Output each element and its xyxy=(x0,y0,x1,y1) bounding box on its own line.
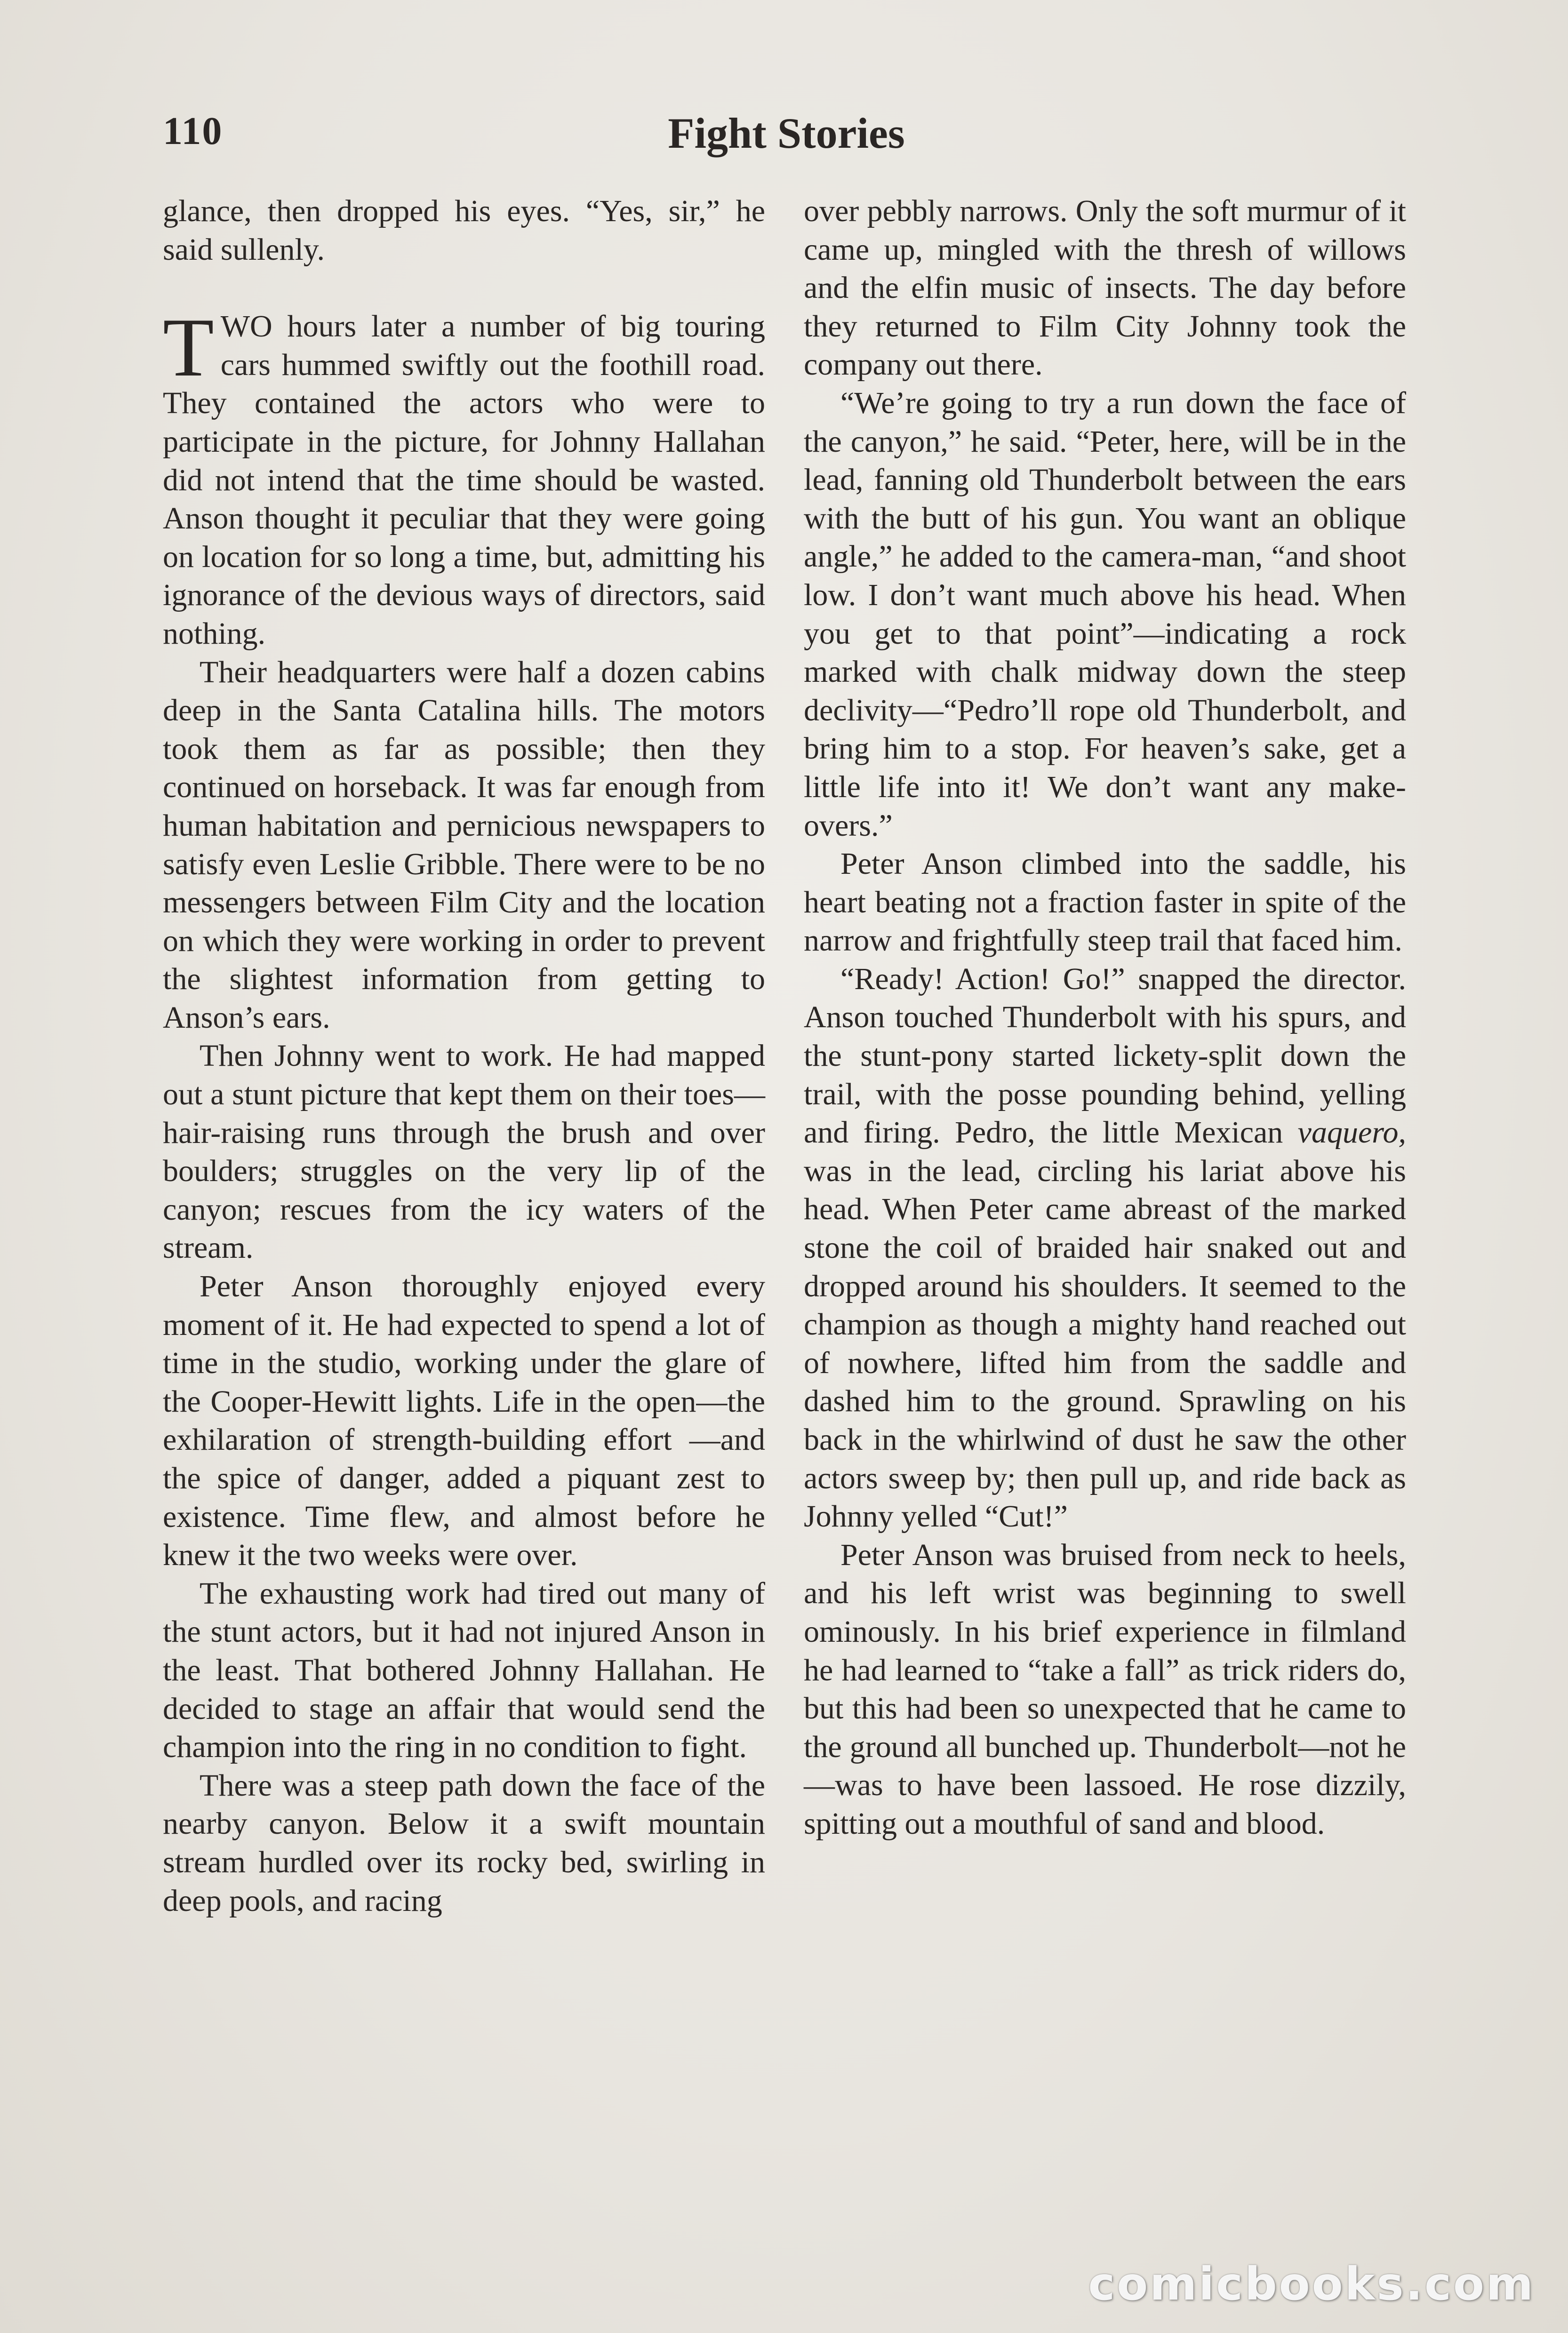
paragraph: “We’re going to try a run down the face of the canyon,” he said. “Peter, here, will be in the lead, fanning old Thunderbolt between the ears with the butt of his gun. You want an oblique angle,” he added to the camera-man, “and shoot low. I don’t want much above his head. When you get to that point”—indicating a rock marked with chalk midway down the steep declivity—“Pedro’ll rope old Thunderbolt, and bring him to a stop. For heaven’s sake, get a little life into it! We don’t want any make-overs.” xyxy=(804,385,1406,843)
paragraph: Their headquarters were half a dozen cabins deep in the Santa Catalina hills. The motors took them as far as possible; then they continued on horseback. It was far enough from human habitation and pernicious newspapers to satisfy even Leslie Gribble. There were to be no messengers between Film City and the location on which they were working in order to prevent the slightest information from getting to Anson’s ears. xyxy=(163,655,765,1035)
right-column xyxy=(804,192,1406,1843)
paragraph: The exhausting work had tired out many of the stunt actors, but it had not injured Anson in the least. That bothered Johnny Hallahan. He decided to stage an affair that would send the champion into the ring in no condition to fight. xyxy=(163,1576,765,1765)
page-header xyxy=(163,108,1405,165)
smallcaps-lead: WO xyxy=(220,309,272,344)
paragraph-text: was in the lead, circling his lariat above his head. When Peter came abreast of the marked stone the coil of braided hair snaked out and dropped around his shoulders. It seemed to the champion as though a mighty hand reached out of nowhere, lifted him from the saddle and dashed him to the ground. Sprawling on his back in the whirlwind of dust he saw the other actors sweep by; then pull up, and ride back as Johnny yelled “Cut!” xyxy=(804,1153,1406,1534)
paragraph: Then Johnny went to work. He had mapped out a stunt picture that kept them on their toes—hair-raising runs through the brush and over boulders; struggles on the very lip of the canyon; rescues from the icy waters of the stream. xyxy=(163,1039,765,1265)
paragraph: Peter Anson thoroughly enjoyed every moment of it. He had expected to spend a lot of time in the studio, working under the glare of the Cooper-Hewitt lights. Life in the open—the exhilaration of strength-building effort —and the spice of danger, added a piquant zest to existence. Time flew, and almost before he knew it the two weeks were over. xyxy=(163,1269,765,1573)
drop-cap: T xyxy=(163,301,214,394)
italic-word: vaquero, xyxy=(1297,1115,1406,1150)
paragraph-text: hours later a number of big touring cars hummed swiftly out the foothill road. They contained the actors who were to participate in the picture, for Johnny Hallahan did not intend that the time should be wasted. Anson thought it peculiar that they were going on location for so long a time, but, admitting his ignorance of the devious ways of directors, said nothing. xyxy=(163,309,765,651)
paragraph: Peter Anson was bruised from neck to heels, and his left wrist was beginning to swell ominously. In his brief experience in filmland he had learned to “take a fall” as trick riders do, but this had been so unexpected that he came to the ground all bunched up. Thunderbolt—not he—was to have been lassoed. He rose dizzily, spitting out a mouthful of sand and blood. xyxy=(804,1537,1406,1841)
paragraph: Peter Anson climbed into the saddle, his heart beating not a fraction faster in spite of the narrow and frightfully steep trail that faced him. xyxy=(804,847,1406,958)
watermark: comicbooks.com xyxy=(1088,2258,1535,2310)
running-title: Fight Stories xyxy=(668,109,905,157)
paragraph: over pebbly narrows. Only the soft murmur of it came up, mingled with the thresh of willows and the elfin music of insects. The day before they returned to Film City Johnny took the company out there. xyxy=(804,194,1406,382)
paragraph: glance, then dropped his eyes. “Yes, sir,” he said sullenly. xyxy=(163,194,765,267)
paragraph xyxy=(804,960,1406,1536)
left-column xyxy=(163,192,765,1920)
section-opening-paragraph xyxy=(163,301,765,653)
paragraph-text: “Ready! Action! Go!” snapped the director. Anson touched Thunderbolt with his spurs, and the stunt-pony started lickety-split down the trail, with the posse pounding behind, yelling and firing. Pedro, the little Mexican xyxy=(804,961,1406,1150)
page-number: 110 xyxy=(163,109,223,153)
paragraph: There was a steep path down the face of the nearby canyon. Below it a swift mountain stream hurdled over its rocky bed, swirling in deep pools, and racing xyxy=(163,1768,765,1918)
